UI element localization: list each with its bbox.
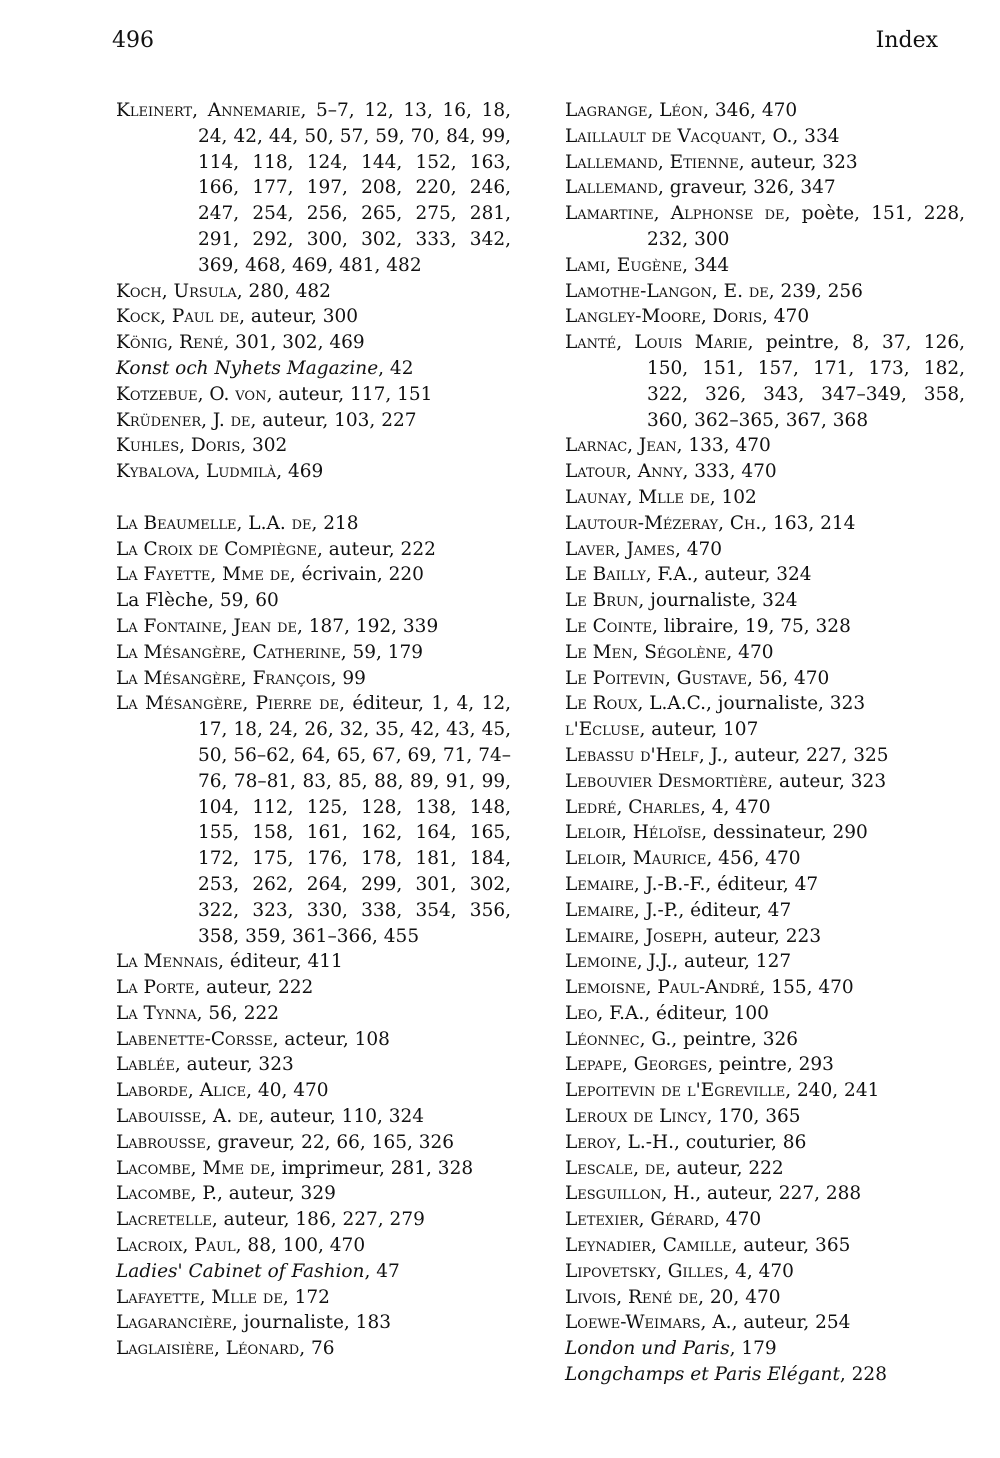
- entry-pages: , auteur, 223: [702, 925, 822, 947]
- entry-pages: , auteur, 323: [174, 1054, 294, 1076]
- index-entry: [116, 1285, 511, 1311]
- index-entry: [116, 408, 511, 434]
- index-entry: [565, 975, 965, 1001]
- entry-name: Lamothe-Langon, E. de: [565, 280, 769, 302]
- entry-pages: , journaliste, 323: [706, 693, 866, 715]
- entry-pages: , 470: [762, 306, 810, 328]
- index-entry: [116, 691, 511, 949]
- entry-name: Leloir, Héloïse: [565, 822, 702, 844]
- index-entry: [116, 1156, 511, 1182]
- entry-pages: , 4, 470: [699, 796, 771, 818]
- index-entry: [565, 1052, 965, 1078]
- entry-name: Lablée: [116, 1054, 175, 1076]
- entry-name: Krüdener, J. de: [116, 409, 251, 431]
- index-entry: [565, 1104, 965, 1130]
- entry-pages: , 302: [240, 435, 288, 457]
- index-entry: [565, 640, 965, 666]
- entry-pages: , auteur, 186, 227, 279: [211, 1209, 425, 1231]
- entry-pages: , auteur, 222: [664, 1157, 784, 1179]
- index-entry: [565, 795, 965, 821]
- entry-name: La Fontaine, Jean de: [116, 615, 297, 637]
- index-entry: [116, 1181, 511, 1207]
- entry-pages: , éditeur, 47: [678, 899, 792, 921]
- entry-pages: , auteur, 254: [731, 1312, 851, 1334]
- entry-name: Leynadier, Camille: [565, 1235, 732, 1257]
- index-entry: [116, 1233, 511, 1259]
- entry-name: Launay, Mlle de: [565, 486, 710, 508]
- index-entry: [116, 1130, 511, 1156]
- index-entry: [565, 924, 965, 950]
- index-entry: [116, 1310, 511, 1336]
- entry-name: Le Men, Ségolène: [565, 641, 727, 663]
- entry-name: Lallemand, Etienne: [565, 151, 739, 173]
- entry-pages: , auteur, 227, 288: [695, 1183, 862, 1205]
- index-entry: [565, 485, 965, 511]
- entry-name: Le Roux, L.A.C.: [565, 693, 706, 715]
- entry-pages: , peintre, 293: [707, 1054, 834, 1076]
- index-entry: [116, 1259, 511, 1285]
- entry-pages: , 228: [839, 1364, 887, 1386]
- index-entry: [565, 459, 965, 485]
- index-entry: [565, 1156, 965, 1182]
- entry-name: Letexier, Gérard: [565, 1209, 715, 1231]
- index-entry: [116, 1078, 511, 1104]
- entry-pages: , 102: [709, 486, 757, 508]
- entry-pages: , auteur, 323: [767, 770, 887, 792]
- entry-name: Laborde, Alice: [116, 1080, 247, 1102]
- entry-pages: , 5–7, 12, 13, 16, 18, 24, 42, 44, 50, 57, 59, 70, 84, 99, 114, 118, 124, 144, 152, 163, 166, 177, 197, 208, 220, 246, 247, 254, 256, 265, 275, 281, 291, 292, 300, 302, 333, 342, 369, 468, 469, 481, 482: [198, 100, 511, 276]
- entry-name: La Fayette, Mme de: [116, 564, 290, 586]
- index-entry: [565, 614, 965, 640]
- running-head: Index: [875, 28, 938, 53]
- entry-pages: , acteur, 108: [272, 1028, 390, 1050]
- entry-name: Kock, Paul de: [116, 306, 240, 328]
- index-entry: [565, 743, 965, 769]
- entry-name: Lipovetsky, Gilles: [565, 1260, 724, 1282]
- entry-pages: , 172: [282, 1286, 330, 1308]
- index-entry: [565, 253, 965, 279]
- entry-name: Le Bailly, F.A.: [565, 564, 693, 586]
- entry-pages: , 56, 470: [746, 667, 830, 689]
- entry-name: Lepoitevin de l'Egreville: [565, 1080, 786, 1102]
- entry-pages: , graveur, 22, 66, 165, 326: [205, 1131, 455, 1153]
- index-entry: [565, 1362, 965, 1388]
- entry-name: Kuhles, Doris: [116, 435, 241, 457]
- entry-pages: , auteur, 329: [216, 1183, 336, 1205]
- entry-name: Lemaire, Joseph: [565, 925, 703, 947]
- index-entry: [565, 201, 965, 253]
- entry-name: Lautour-Mézeray, Ch.: [565, 512, 762, 534]
- entry-pages: , 301, 302, 469: [223, 332, 365, 354]
- index-entry: [565, 1207, 965, 1233]
- index-entry: [565, 820, 965, 846]
- entry-name: Lacretelle: [116, 1209, 212, 1231]
- entry-pages: , 333, 470: [682, 461, 777, 483]
- index-entry: [565, 666, 965, 692]
- entry-name: Le Poitevin, Gustave: [565, 667, 747, 689]
- index-entry: [116, 640, 511, 666]
- entry-title: London und Paris: [565, 1338, 730, 1360]
- entry-pages: , journaliste, 183: [231, 1312, 391, 1334]
- entry-pages: , auteur, 117, 151: [266, 383, 433, 405]
- entry-name: Loewe-Weimars, A.: [565, 1312, 732, 1334]
- entry-name: Ledré, Charles: [565, 796, 700, 818]
- index-entry: [116, 433, 511, 459]
- index-entry: [116, 279, 511, 305]
- entry-pages: , 40, 470: [246, 1080, 329, 1102]
- index-entry: [565, 1181, 965, 1207]
- index-entry: [116, 1104, 511, 1130]
- entry-pages: , 4, 470: [723, 1260, 794, 1282]
- entry-pages: , 239, 256: [768, 280, 863, 302]
- entry-name: Kotzebue, O. von: [116, 383, 267, 405]
- entry-pages: , 470: [726, 641, 774, 663]
- letter-group-gap: [116, 485, 511, 511]
- entry-name: Koch, Ursula: [116, 280, 237, 302]
- entry-pages: , libraire, 19, 75, 328: [652, 615, 851, 637]
- entry-name: Lafayette, Mlle de: [116, 1286, 283, 1308]
- entry-pages: , journaliste, 324: [638, 590, 798, 612]
- entry-name: König, René: [116, 332, 224, 354]
- entry-pages: , peintre, 326: [671, 1028, 799, 1050]
- entry-name: Lami, Eugène: [565, 254, 683, 276]
- index-entry: [565, 1336, 965, 1362]
- index-entry: [565, 1285, 965, 1311]
- entry-pages: , 59, 179: [340, 641, 424, 663]
- index-entry: [116, 1052, 511, 1078]
- entry-name: La Mennais: [116, 951, 219, 973]
- index-entry: [565, 1233, 965, 1259]
- index-entry: [565, 949, 965, 975]
- entry-pages: , 59, 60: [208, 590, 279, 612]
- entry-name: La Mésangère, Catherine: [116, 641, 341, 663]
- index-entry: [565, 562, 965, 588]
- entry-pages: , couturier, 86: [674, 1131, 807, 1153]
- entry-name: Lemoisne, Paul-André: [565, 977, 760, 999]
- entry-pages: , écrivain, 220: [289, 564, 424, 586]
- entry-name: Leo, F.A.: [565, 1002, 645, 1024]
- index-entry: [116, 1027, 511, 1053]
- entry-pages: , 56, 222: [196, 1002, 279, 1024]
- entry-name: Lesguillon, H.: [565, 1183, 696, 1205]
- entry-name: Lacombe, P.: [116, 1183, 217, 1205]
- entry-pages: , auteur, 222: [316, 538, 436, 560]
- entry-name: La Porte: [116, 977, 195, 999]
- index-entry: [565, 769, 965, 795]
- index-entry: [565, 150, 965, 176]
- entry-name: Leloir, Maurice: [565, 848, 707, 870]
- entry-title: Longchamps et Paris Elégant: [565, 1364, 840, 1386]
- index-entry: [565, 279, 965, 305]
- entry-name: Leroux de Lincy: [565, 1106, 707, 1128]
- index-entry: [565, 511, 965, 537]
- index-entry: [565, 691, 965, 717]
- entry-name: Kleinert, Annemarie: [116, 100, 301, 121]
- entry-pages: , 470: [714, 1209, 762, 1231]
- index-entry: [565, 537, 965, 563]
- entry-name: Leroy, L.-H.: [565, 1131, 674, 1153]
- index-entry: [565, 1310, 965, 1336]
- entry-pages: , 47: [364, 1260, 400, 1282]
- entry-pages: , 99: [330, 667, 366, 689]
- entry-name: Laglaisière, Léonard: [116, 1338, 300, 1360]
- index-entry: [116, 1207, 511, 1233]
- index-entry: [565, 1130, 965, 1156]
- entry-name: La Mésangère, Pierre de: [116, 693, 340, 715]
- page-number: 496: [112, 28, 154, 53]
- index-entry: [116, 614, 511, 640]
- index-entry: [116, 1001, 511, 1027]
- entry-name: Lacombe, Mme de: [116, 1157, 270, 1179]
- entry-place: La Flèche: [116, 590, 209, 612]
- index-entry: [565, 124, 965, 150]
- entry-name: Lallemand: [565, 177, 658, 199]
- entry-name: Labouisse, A. de: [116, 1106, 259, 1128]
- entry-name: Laver, James: [565, 538, 675, 560]
- index-entry: [565, 1078, 965, 1104]
- entry-pages: , 240, 241: [785, 1080, 880, 1102]
- entry-title: Konst och Nyhets Magazine: [116, 357, 379, 379]
- index-entry: [116, 537, 511, 563]
- index-entry: [565, 330, 965, 433]
- entry-pages: , 470: [674, 538, 723, 560]
- entry-name: Le Cointe: [565, 615, 653, 637]
- entry-pages: , 76: [299, 1338, 335, 1360]
- index-entry: [565, 846, 965, 872]
- index-entry: [116, 588, 511, 614]
- index-entry: [116, 98, 511, 279]
- entry-pages: , éditeur, 100: [644, 1002, 769, 1024]
- entry-name: Lagarancière: [116, 1312, 232, 1334]
- entry-name: Labrousse: [116, 1131, 206, 1153]
- entry-pages: , auteur, 127: [672, 951, 792, 973]
- entry-name: Kybalova, Ludmilà: [116, 461, 277, 483]
- entry-pages: , auteur, 323: [738, 151, 858, 173]
- entry-name: Lebouvier Desmortière: [565, 770, 768, 792]
- entry-name: La Mésangère, François: [116, 667, 331, 689]
- entry-pages: , 20, 470: [698, 1286, 781, 1308]
- entry-name: Léonnec, G.: [565, 1028, 672, 1050]
- entry-pages: , 456, 470: [706, 848, 801, 870]
- entry-pages: , 344: [682, 254, 730, 276]
- entry-pages: , 88, 100, 470: [235, 1235, 366, 1257]
- entry-name: Lescale, de: [565, 1157, 665, 1179]
- entry-pages: , 163, 214: [761, 512, 856, 534]
- entry-name: Lemaire, J.-P.: [565, 899, 679, 921]
- entry-pages: , auteur, 110, 324: [258, 1106, 425, 1128]
- entry-pages: , auteur, 324: [692, 564, 812, 586]
- entry-pages: , éditeur, 411: [218, 951, 343, 973]
- index-column-left: [116, 98, 511, 1362]
- entry-name: La Tynna: [116, 1002, 197, 1024]
- entry-name: Larnac, Jean: [565, 435, 677, 457]
- entry-pages: , 280, 482: [236, 280, 331, 302]
- entry-name: Laillault de Vacquant, O.: [565, 125, 793, 147]
- entry-pages: , auteur, 222: [194, 977, 314, 999]
- entry-pages: , 187, 192, 339: [297, 615, 439, 637]
- entry-pages: , 155, 470: [759, 977, 854, 999]
- index-entry: [565, 588, 965, 614]
- entry-name: Le Brun: [565, 590, 639, 612]
- index-entry: [116, 459, 511, 485]
- index-entry: [565, 433, 965, 459]
- entry-pages: , peintre, 8, 37, 126, 150, 151, 157, 171, 173, 182, 322, 326, 343, 347–349, 358, 360, 362–365, 367, 368: [647, 332, 965, 431]
- index-entry: [565, 304, 965, 330]
- index-entry: [565, 1001, 965, 1027]
- entry-pages: , éditeur, 47: [705, 873, 819, 895]
- entry-name: Lemoine, J.J.: [565, 951, 673, 973]
- entry-pages: , 469: [276, 461, 324, 483]
- index-entry: [116, 666, 511, 692]
- entry-name: Lebassu d'Helf, J.: [565, 744, 723, 766]
- entry-pages: , imprimeur, 281, 328: [269, 1157, 474, 1179]
- index-entry: [565, 872, 965, 898]
- index-column-right: [565, 98, 965, 1388]
- entry-pages: , 179: [729, 1338, 777, 1360]
- index-entry: [116, 1336, 511, 1362]
- entry-pages: , auteur, 227, 325: [722, 744, 889, 766]
- index-entry: [565, 898, 965, 924]
- entry-pages: , auteur, 107: [639, 719, 759, 741]
- entry-name: Lemaire, J.-B.-F.: [565, 873, 706, 895]
- entry-pages: , 218: [311, 512, 359, 534]
- entry-pages: , 42: [378, 357, 414, 379]
- entry-name: Latour, Anny: [565, 461, 683, 483]
- index-entry: [116, 330, 511, 356]
- entry-pages: , graveur, 326, 347: [657, 177, 836, 199]
- entry-name: Lanté, Louis Marie: [565, 332, 748, 354]
- entry-pages: , auteur, 365: [731, 1235, 851, 1257]
- entry-name: Lepape, Georges: [565, 1054, 708, 1076]
- entry-pages: , 346, 470: [703, 100, 798, 121]
- entry-name: l'Ecluse: [565, 719, 640, 741]
- entry-title: Ladies' Cabinet of Fashion: [116, 1260, 365, 1282]
- entry-pages: , éditeur, 1, 4, 12, 17, 18, 24, 26, 32, 35, 42, 43, 45, 50, 56–62, 64, 65, 67, 69, 71, 74–76, 78–81, 83, 85, 88, 89, 91, 99, 104, 112, 125, 128, 138, 148, 155, 158, 161, 162, 164, 165, 172, 175, 176, 178, 181, 184, 253, 262, 264, 299, 301, 302, 322, 323, 330, 338, 354, 356, 358, 359, 361–366, 455: [198, 693, 511, 947]
- entry-name: Langley-Moore, Doris: [565, 306, 763, 328]
- entry-name: Labenette-Corsse: [116, 1028, 273, 1050]
- index-entry: [565, 717, 965, 743]
- entry-pages: , auteur, 300: [239, 306, 359, 328]
- index-entry: [565, 1259, 965, 1285]
- entry-name: Lacroix, Paul: [116, 1235, 236, 1257]
- index-entry: [116, 975, 511, 1001]
- entry-pages: , poète, 151, 228, 232, 300: [647, 203, 965, 250]
- index-entry: [116, 382, 511, 408]
- index-entry: [565, 175, 965, 201]
- entry-pages: , 334: [792, 125, 840, 147]
- entry-name: Lagrange, Léon: [565, 100, 704, 121]
- index-entry: [565, 1027, 965, 1053]
- index-entry: [116, 949, 511, 975]
- entry-name: Livois, René de: [565, 1286, 699, 1308]
- entry-name: Lamartine, Alphonse de: [565, 203, 785, 225]
- index-entry: [116, 562, 511, 588]
- entry-name: La Beaumelle, L.A. de: [116, 512, 312, 534]
- entry-pages: , auteur, 103, 227: [250, 409, 417, 431]
- entry-pages: , 170, 365: [706, 1106, 801, 1128]
- entry-pages: , dessinateur, 290: [701, 822, 868, 844]
- index-entry: [116, 304, 511, 330]
- index-entry: [116, 356, 511, 382]
- entry-pages: , 133, 470: [676, 435, 771, 457]
- index-entry: [565, 98, 965, 124]
- index-entry: [116, 511, 511, 537]
- entry-name: La Croix de Compiègne: [116, 538, 317, 560]
